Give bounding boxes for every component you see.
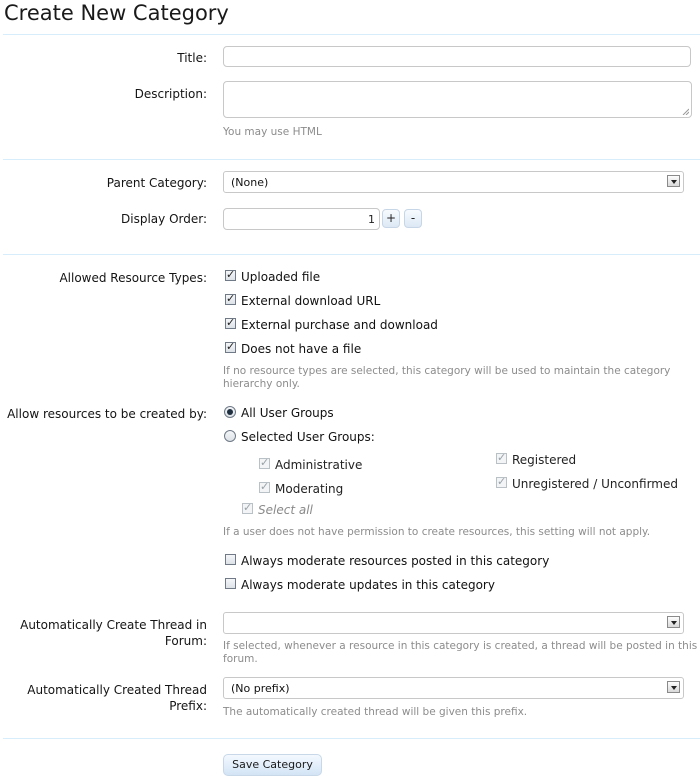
dropdown-arrow-icon[interactable] <box>667 616 680 628</box>
resource-types-hint-line2: hierarchy only. <box>223 378 300 390</box>
external-purchase-label: External purchase and download <box>241 318 438 332</box>
registered-label: Registered <box>512 453 577 467</box>
page-title: Create New Category <box>4 1 229 25</box>
divider <box>3 738 700 739</box>
display-order-label: Display Order: <box>121 212 207 226</box>
divider <box>3 254 700 255</box>
display-order-input[interactable]: 1 <box>223 208 380 230</box>
thread-forum-hint-line2: forum. <box>223 653 258 665</box>
all-user-groups-label: All User Groups <box>241 406 334 420</box>
select-all-label: Select all <box>258 503 313 517</box>
description-input[interactable] <box>223 81 692 118</box>
external-download-url-checkbox[interactable] <box>225 294 236 305</box>
selected-user-groups-radio[interactable] <box>224 430 236 442</box>
selected-user-groups-label: Selected User Groups: <box>241 430 375 444</box>
thread-forum-label: Automatically Create Thread in Forum: <box>20 618 207 648</box>
title-label: Title: <box>177 51 207 65</box>
unregistered-label: Unregistered / Unconfirmed <box>512 477 678 491</box>
moderate-resources-label: Always moderate resources posted in this category <box>241 554 550 568</box>
parent-category-label: Parent Category: <box>106 176 207 190</box>
administrative-checkbox[interactable] <box>259 458 270 469</box>
no-file-label: Does not have a file <box>241 342 362 356</box>
resource-types-label: Allowed Resource Types: <box>59 271 207 285</box>
thread-prefix-hint: The automatically created thread will be given this prefix. <box>223 706 528 718</box>
resize-grip-icon[interactable] <box>682 108 689 115</box>
external-purchase-checkbox[interactable] <box>225 318 236 329</box>
uploaded-file-checkbox[interactable] <box>225 270 236 281</box>
increment-button[interactable]: + <box>382 209 400 228</box>
decrement-button[interactable]: - <box>404 209 422 228</box>
uploaded-file-label: Uploaded file <box>241 270 321 284</box>
dropdown-arrow-icon[interactable] <box>667 175 680 187</box>
moderate-resources-checkbox[interactable] <box>225 554 236 565</box>
thread-prefix-select[interactable]: (No prefix) <box>223 677 684 699</box>
parent-category-select[interactable]: (None) <box>223 171 684 193</box>
moderate-updates-checkbox[interactable] <box>225 578 236 589</box>
dropdown-arrow-icon[interactable] <box>667 681 680 693</box>
resource-types-hint-line1: If no resource types are selected, this category will be used to maintain the category <box>223 365 671 377</box>
registered-checkbox[interactable] <box>496 453 507 464</box>
creation-hint: If a user does not have permission to create resources, this setting will not apply. <box>223 526 651 538</box>
creation-label: Allow resources to be created by: <box>7 407 207 421</box>
select-all-checkbox[interactable] <box>242 503 253 514</box>
thread-forum-hint-line1: If selected, whenever a resource in this category is created, a thread will be posted in this <box>223 640 698 652</box>
description-hint: You may use HTML <box>223 126 322 138</box>
moderate-updates-label: Always moderate updates in this category <box>241 578 495 592</box>
unregistered-checkbox[interactable] <box>496 477 507 488</box>
divider <box>3 159 700 160</box>
administrative-label: Administrative <box>275 458 363 472</box>
divider <box>3 34 700 35</box>
no-file-checkbox[interactable] <box>225 342 236 353</box>
all-user-groups-radio[interactable] <box>224 406 236 418</box>
title-input[interactable] <box>223 46 691 67</box>
moderating-checkbox[interactable] <box>259 482 270 493</box>
external-download-url-label: External download URL <box>241 294 381 308</box>
thread-forum-select[interactable] <box>223 612 684 634</box>
save-category-button[interactable]: Save Category <box>223 754 322 776</box>
thread-prefix-label: Automatically Created Thread Prefix: <box>27 683 207 713</box>
description-label: Description: <box>134 87 207 101</box>
moderating-label: Moderating <box>275 482 344 496</box>
